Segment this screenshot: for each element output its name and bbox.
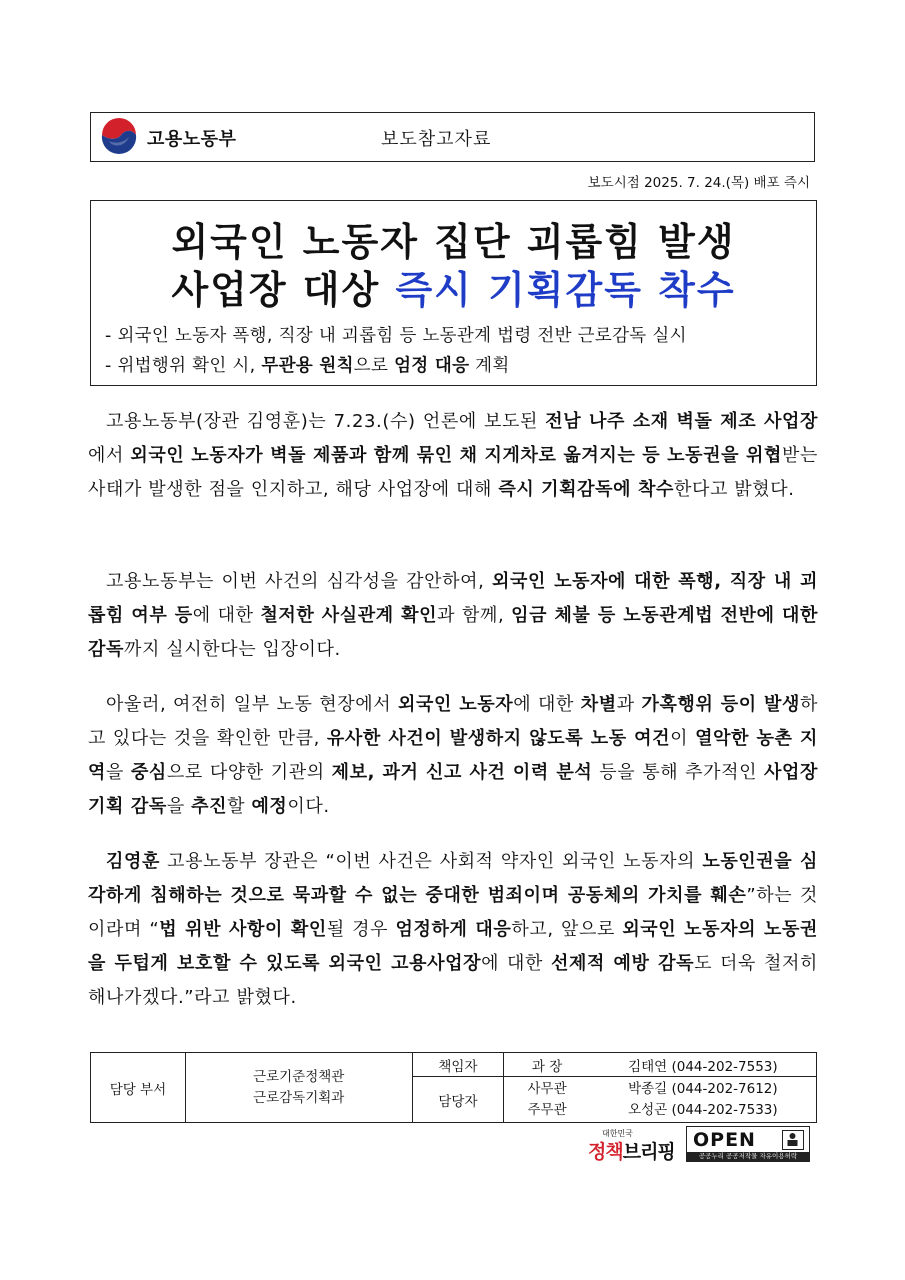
dept-line-2: 근로감독기획과 (253, 1089, 345, 1106)
release-type: 보도참고자료 (381, 129, 492, 150)
subheadline-2-part-a: - 위법행위 확인 시, (105, 356, 262, 376)
dept-line-1: 근로기준정책관 (253, 1068, 345, 1085)
text-run: 과 (616, 694, 642, 715)
headline-highlight: 즉시 기획감독 착수 (395, 268, 736, 312)
text-run: 하고 있다는 것을 확인한 만큼, (88, 694, 819, 749)
role-staff-label: 담당자 (412, 1077, 504, 1123)
emphasis-run: 가혹행위 등이 발생 (641, 694, 801, 715)
emphasis-run: 외국인 노동자가 벽돌 제품과 함께 묶인 채 지게차로 옮겨지는 등 노동권을 위협 (130, 445, 782, 466)
role-staff-titles (504, 1077, 590, 1123)
ministry-name: 고용노동부 (147, 129, 237, 150)
emphasis-run: 차별 (580, 694, 617, 715)
staff-name-1: 박종길 (044-202-7612) (628, 1080, 778, 1097)
emphasis-run: 즉시 기획감독에 착수 (498, 479, 674, 500)
emphasis-run: 추진 (191, 796, 228, 817)
emphasis-run: 철저한 사실관계 확인 (260, 605, 438, 626)
text-run: 하고, 앞으로 (511, 919, 623, 940)
emphasis-run: 전남 나주 소재 벽돌 제조 사업장 (545, 411, 818, 432)
subheadline-2 (105, 352, 510, 377)
text-run: 한다고 밝혔다. (673, 479, 795, 500)
text-run: 고용노동부 장관은 “이번 사건은 사회적 약자인 외국인 노동자의 (159, 851, 703, 872)
text-run: 될 경우 (326, 919, 396, 940)
text-run: 고용노동부는 이번 사건의 심각성을 감안하여, (106, 571, 492, 592)
emphasis-run: 노동인권을 심각하게 침해하는 것으로 묵과할 수 없는 중대한 범죄이며 공동체의 가치를 훼손 (88, 851, 818, 906)
emphasis-run: 임금 체불 등 노동관계법 전반에 대한 감독 (88, 605, 818, 660)
person-icon (782, 1130, 804, 1150)
emphasis-run: 유사한 사건이 발생하지 않도록 노동 여건 (326, 728, 671, 749)
policy-briefing-logo (588, 1128, 678, 1164)
policy-briefing-dark: 브리핑 (622, 1141, 675, 1163)
subheadline-2-part-e: 계획 (469, 356, 510, 376)
emphasis-run: 외국인 노동자에 대한 폭행, 직장 내 괴롭힘 여부 등 (88, 571, 818, 626)
text-run: 에 대한 (481, 953, 552, 974)
emphasis-run: 외국인 노동자의 노동권을 두텁게 보호할 수 있도록 외국인 고용사업장 (88, 919, 818, 974)
open-license-text: OPEN (693, 1129, 756, 1151)
dept-names (185, 1053, 412, 1123)
text-run: 고용노동부(장관 김영훈)는 7.23.(수) 언론에 보도된 (106, 411, 546, 432)
open-license-logo (686, 1126, 810, 1162)
text-run: 에 대한 (192, 605, 261, 626)
text-run: 이 (670, 728, 696, 749)
text-run: 까지 실시한다는 입장이다. (123, 639, 341, 660)
contact-table (90, 1052, 817, 1123)
release-time: 보도시점 2025. 7. 24.(목) 배포 즉시 (587, 175, 810, 191)
headline-line-1: 외국인 노동자 집단 괴롭힘 발생 (171, 220, 736, 264)
text-run: 을 (166, 796, 192, 817)
policy-briefing-small-text: 대한민국 (602, 1129, 633, 1138)
emphasis-run: 엄정하게 대응 (395, 919, 512, 940)
text-run: 할 (227, 796, 252, 817)
emphasis-run: 선제적 예방 감독 (551, 953, 695, 974)
body-paragraph-4 (88, 845, 818, 1015)
dept-label: 담당 부서 (91, 1053, 186, 1123)
text-run: 등을 통해 추가적인 (592, 762, 765, 783)
role-chief-label: 책임자 (412, 1053, 504, 1077)
text-run: 이다. (287, 796, 330, 817)
emphasis-run: 김영훈 (106, 851, 160, 872)
text-run: ”하는 것이라며 “ (88, 885, 818, 940)
subheadline-1: - 외국인 노동자 폭행, 직장 내 괴롭힘 등 노동관계 법령 전반 근로감독 실시 (105, 326, 687, 346)
document-header (90, 112, 815, 162)
title-box (90, 200, 817, 386)
body-paragraph-3 (88, 688, 818, 824)
subheadline-2-part-c: 으로 (353, 356, 395, 376)
text-run: 에서 (88, 445, 131, 466)
text-run: 받는 사태가 발생한 점을 인지하고, 해당 사업장에 대해 (88, 445, 818, 500)
emphasis-run: 제보, 과거 신고 사건 이력 분석 (331, 762, 593, 783)
open-license-subtext: 공공누리 공공저작물 자유이용허락 (687, 1152, 809, 1161)
role-chief-name: 김태연 (044-202-7553) (590, 1053, 817, 1077)
text-run: 도 더욱 철저히 해나가겠다.”라고 밝혔다. (88, 953, 818, 1008)
text-run: 을 (106, 762, 131, 783)
government-emblem-icon (99, 117, 139, 157)
emphasis-run: 법 위반 사항이 확인 (159, 919, 327, 940)
subheadline-2-part-d: 엄정 대응 (394, 356, 470, 376)
text-run: 과 함께, (437, 605, 512, 626)
policy-briefing-wordmark (588, 1137, 675, 1164)
body-paragraph-2 (88, 565, 818, 667)
staff-title-1: 사무관 (527, 1080, 567, 1097)
text-run: 아울러, 여전히 일부 노동 현장에서 (106, 694, 398, 715)
text-run: 에 대한 (513, 694, 581, 715)
subheadline-2-part-b: 무관용 원칙 (261, 356, 354, 376)
staff-title-2: 주무관 (527, 1101, 567, 1118)
emphasis-run: 중심 (130, 762, 167, 783)
headline-plain: 사업장 대상 (171, 268, 396, 312)
emphasis-run: 열악한 농촌 지역 (88, 728, 818, 783)
body-paragraph-1 (88, 405, 818, 507)
policy-briefing-red: 정책 (588, 1141, 623, 1163)
role-staff-names (590, 1077, 817, 1123)
text-run: 으로 다양한 기관의 (166, 762, 332, 783)
staff-name-2: 오성곤 (044-202-7533) (628, 1101, 778, 1118)
emphasis-run: 외국인 노동자 (397, 694, 514, 715)
role-chief-title: 과 장 (504, 1053, 590, 1077)
headline-line-2 (91, 259, 816, 314)
emphasis-run: 사업장 기획 감독 (88, 762, 818, 817)
emphasis-run: 예정 (251, 796, 288, 817)
